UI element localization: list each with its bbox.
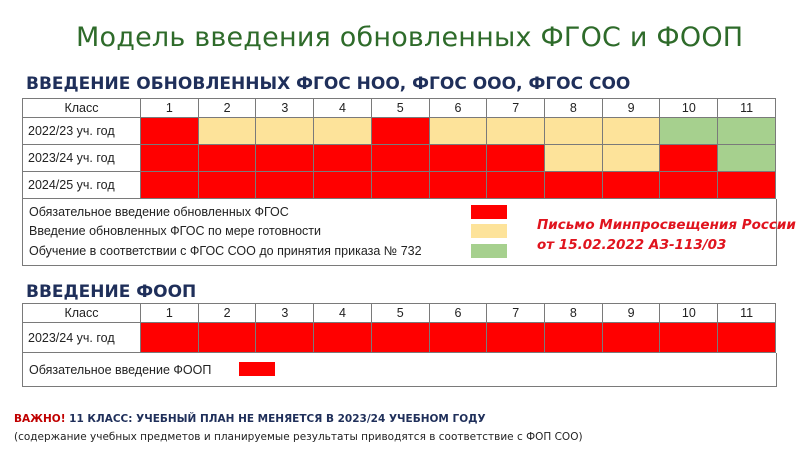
class-header-1: 1	[141, 304, 199, 323]
status-cell-class-9	[602, 145, 660, 172]
status-cell-class-3	[256, 118, 314, 145]
fgos-header-row	[23, 99, 776, 118]
legend-swatch-green	[471, 244, 507, 258]
class-header-7: 7	[487, 99, 545, 118]
slide-title: Модель введения обновленных ФГОС и ФООП	[76, 22, 744, 53]
important-warning: ВАЖНО!	[14, 413, 66, 425]
class-header-10: 10	[660, 304, 718, 323]
legend-item-foop-mandatory: Обязательное введение ФООП	[29, 363, 212, 377]
status-cell-class-2	[198, 118, 256, 145]
status-cell-class-11	[718, 118, 776, 145]
foop-table	[22, 303, 776, 353]
foop-heading: ВВЕДЕНИЕ ФООП	[26, 282, 197, 302]
class-header-5: 5	[371, 304, 429, 323]
foop-legend	[22, 353, 777, 387]
status-cell-class-3	[256, 172, 314, 199]
class-header-9: 9	[602, 99, 660, 118]
status-cell-class-4	[314, 323, 372, 353]
status-cell-class-1	[141, 172, 199, 199]
status-cell-class-7	[487, 145, 545, 172]
table-row	[23, 172, 776, 199]
important-note	[14, 413, 486, 425]
class-header-2: 2	[198, 304, 256, 323]
class-header-4: 4	[314, 99, 372, 118]
status-cell-class-8	[545, 172, 603, 199]
class-header-8: 8	[545, 304, 603, 323]
legend-item-soo: Обучение в соответствии с ФГОС СОО до принятия приказа № 732	[29, 244, 422, 258]
legend-item-mandatory: Обязательное введение обновленных ФГОС	[29, 205, 289, 219]
table-row	[23, 145, 776, 172]
school-year-label: 2023/24 уч. год	[23, 323, 141, 353]
status-cell-class-7	[487, 118, 545, 145]
ministry-letter-reference	[537, 215, 796, 255]
legend-swatch-foop-red	[239, 362, 275, 376]
status-cell-class-4	[314, 145, 372, 172]
status-cell-class-3	[256, 145, 314, 172]
important-text: 11 КЛАСС: УЧЕБНЫЙ ПЛАН НЕ МЕНЯЕТСЯ В 2023/24 УЧЕБНОМ ГОДУ	[65, 413, 486, 425]
legend-swatch-red	[471, 205, 507, 219]
status-cell-class-10	[660, 172, 718, 199]
status-cell-class-11	[718, 145, 776, 172]
status-cell-class-7	[487, 323, 545, 353]
status-cell-class-4	[314, 172, 372, 199]
foop-header-row	[23, 304, 776, 323]
class-header-11: 11	[718, 99, 776, 118]
status-cell-class-5	[371, 118, 429, 145]
class-header-2: 2	[198, 99, 256, 118]
status-cell-class-9	[602, 323, 660, 353]
status-cell-class-9	[602, 172, 660, 199]
status-cell-class-1	[141, 323, 199, 353]
class-header-10: 10	[660, 99, 718, 118]
status-cell-class-6	[429, 118, 487, 145]
class-header-3: 3	[256, 304, 314, 323]
status-cell-class-9	[602, 118, 660, 145]
class-header-8: 8	[545, 99, 603, 118]
school-year-label: 2023/24 уч. год	[23, 145, 141, 172]
fgos-table	[22, 98, 776, 199]
class-header-3: 3	[256, 99, 314, 118]
status-cell-class-6	[429, 145, 487, 172]
school-year-label: 2024/25 уч. год	[23, 172, 141, 199]
class-header-6: 6	[429, 99, 487, 118]
legend-item-readiness: Введение обновленных ФГОС по мере готовности	[29, 224, 322, 238]
class-header-11: 11	[718, 304, 776, 323]
status-cell-class-5	[371, 323, 429, 353]
status-cell-class-2	[198, 145, 256, 172]
table-row	[23, 323, 776, 353]
class-header-label: Класс	[23, 304, 141, 323]
status-cell-class-5	[371, 172, 429, 199]
status-cell-class-5	[371, 145, 429, 172]
class-header-5: 5	[371, 99, 429, 118]
class-header-7: 7	[487, 304, 545, 323]
status-cell-class-11	[718, 172, 776, 199]
status-cell-class-2	[198, 172, 256, 199]
legend-swatch-yellow	[471, 224, 507, 238]
status-cell-class-1	[141, 145, 199, 172]
status-cell-class-11	[718, 323, 776, 353]
school-year-label: 2022/23 уч. год	[23, 118, 141, 145]
status-cell-class-3	[256, 323, 314, 353]
status-cell-class-2	[198, 323, 256, 353]
status-cell-class-7	[487, 172, 545, 199]
status-cell-class-8	[545, 323, 603, 353]
status-cell-class-4	[314, 118, 372, 145]
class-header-6: 6	[429, 304, 487, 323]
class-header-9: 9	[602, 304, 660, 323]
status-cell-class-10	[660, 118, 718, 145]
status-cell-class-1	[141, 118, 199, 145]
status-cell-class-10	[660, 323, 718, 353]
letter-line-1: Письмо Минпросвещения России	[537, 217, 796, 233]
status-cell-class-6	[429, 172, 487, 199]
important-subnote: (содержание учебных предметов и планируемые результаты приводятся в соответствие с ФОП СОО)	[14, 431, 583, 443]
class-header-1: 1	[141, 99, 199, 118]
class-header-4: 4	[314, 304, 372, 323]
status-cell-class-6	[429, 323, 487, 353]
status-cell-class-10	[660, 145, 718, 172]
status-cell-class-8	[545, 118, 603, 145]
class-header-label: Класс	[23, 99, 141, 118]
letter-line-2: от 15.02.2022 АЗ-113/03	[537, 237, 727, 253]
status-cell-class-8	[545, 145, 603, 172]
table-row	[23, 118, 776, 145]
fgos-heading: ВВЕДЕНИЕ ОБНОВЛЕННЫХ ФГОС НОО, ФГОС ООО, ФГОС СОО	[26, 74, 631, 94]
